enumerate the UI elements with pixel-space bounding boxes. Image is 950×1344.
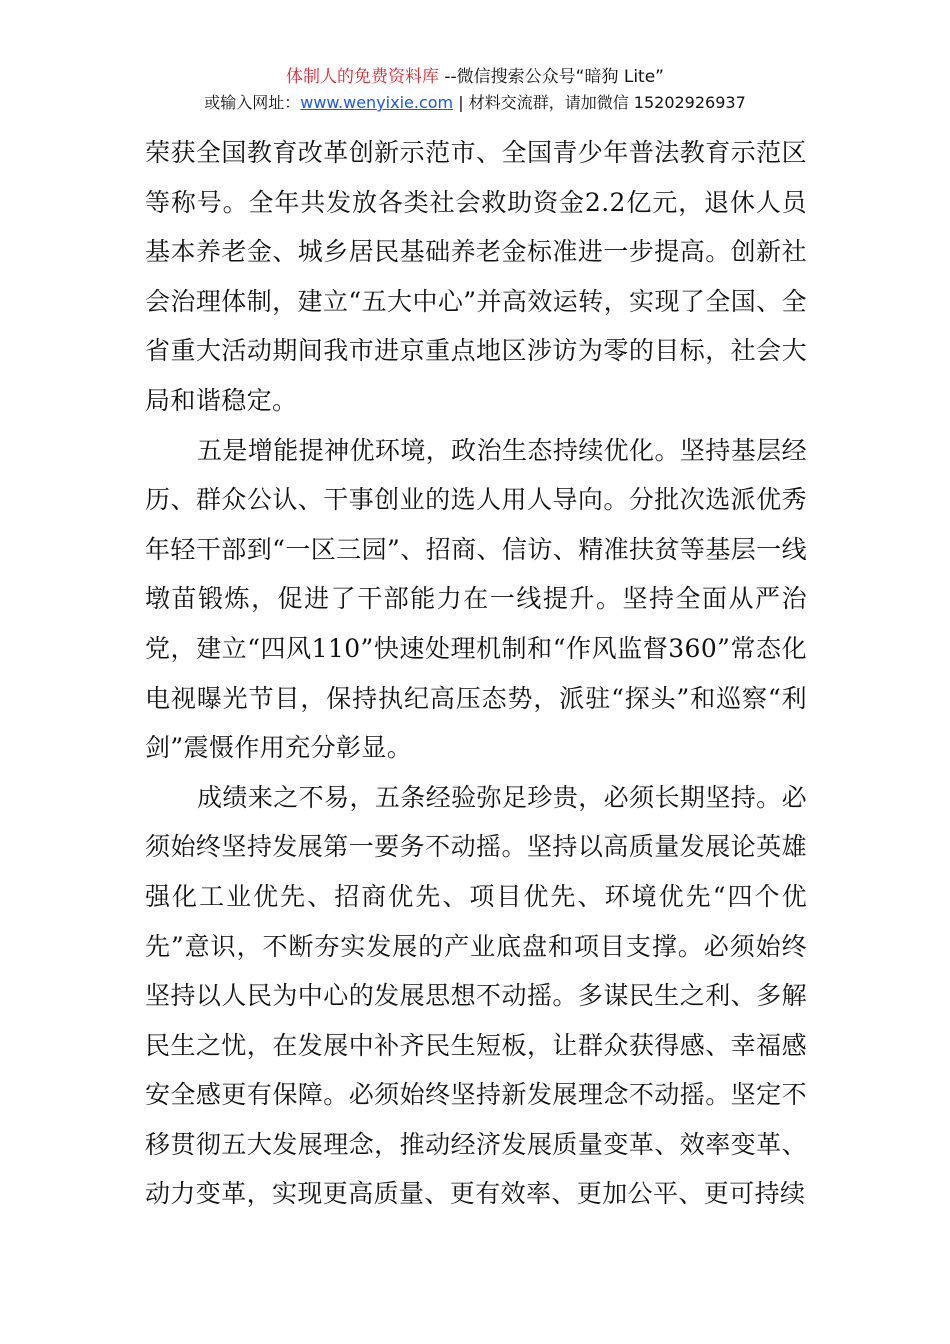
paragraph: 五是增能提神优环境，政治生态持续优化。坚持基层经历、群众公认、干事创业的选人用人导向。分批次选派优秀年轻干部到“一区三园”、招商、信访、精准扶贫等基层一线墩苗锻炼，促进了干部能力在一线提升。坚持全面从严治党，建立“四风110”快速处理机制和“作风监督360”常态化电视曝光节目，保持执纪高压态势，派驻“探头”和巡察“利剑”震慑作用充分彰显。 [145, 435, 807, 763]
page-header [0, 66, 950, 114]
header-contact-line [0, 92, 950, 114]
header-tagline: --微信搜索公众号“暗狗 Lite” [438, 67, 664, 87]
document-body [145, 128, 807, 1219]
website-prefix: 或输入网址： [204, 93, 301, 112]
contact-info: | 材料交流群，请加微信 15202926937 [453, 93, 746, 112]
paragraph: 荣获全国教育改革创新示范市、全国青少年普法教育示范区等称号。全年共发放各类社会救助资金2.2亿元，退休人员基本养老金、城乡居民基础养老金标准进一步提高。创新社会治理体制，建立“五大中心”并高效运转，实现了全国、全省重大活动期间我市进京重点地区涉访为零的目标，社会大局和谐稳定。 [145, 138, 807, 415]
header-title-line [0, 66, 950, 88]
website-link[interactable]: www.wenyixie.com [300, 93, 454, 112]
paragraph: 成绩来之不易，五条经验弥足珍贵，必须长期坚持。必须始终坚持发展第一要务不动摇。坚持以高质量发展论英雄强化工业优先、招商优先、项目优先、环境优先“四个优先”意识，不断夯实发展的产业底盘和项目支撑。必须始终坚持以人民为中心的发展思想不动摇。多谋民生之利、多解民生之忧，在发展中补齐民生短板，让群众获得感、幸福感安全感更有保障。必须始终坚持新发展理念不动摇。坚定不移贯彻五大发展理念，推动经济发展质量变革、效率变革、动力变革，实现更高质量、更有效率、更加公平、更可持续 [145, 782, 807, 1209]
brand-name: 体制人的免费资料库 [285, 67, 439, 87]
